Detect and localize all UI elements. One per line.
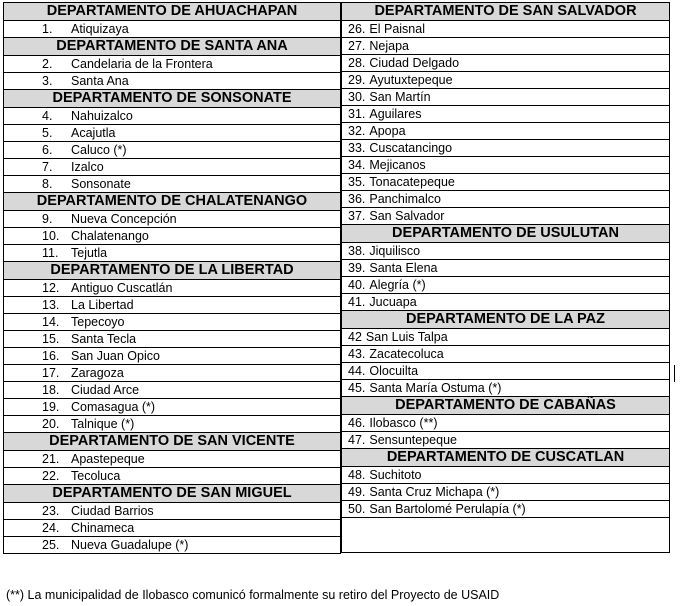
department-header: DEPARTAMENTO DE SANTA ANA — [3, 37, 341, 56]
municipality-number: 28. — [348, 56, 366, 70]
municipality-number: 37. — [348, 209, 366, 223]
municipality-number: 6. — [42, 143, 53, 157]
municipality-row — [3, 227, 341, 245]
municipality-name: Ilobasco (**) — [369, 416, 438, 430]
department-header: DEPARTAMENTO DE SONSONATE — [3, 89, 341, 108]
municipality-name: Jiquilisco — [369, 244, 421, 258]
municipality-row — [341, 345, 670, 363]
municipality-name: Mejicanos — [369, 158, 426, 172]
municipality-row — [341, 500, 670, 518]
municipality-number: 16. — [42, 349, 60, 363]
municipality-number: 29. — [348, 73, 366, 87]
municipality-name: Ciudad Barrios — [71, 504, 154, 518]
department-header: DEPARTAMENTO DE LA LIBERTAD — [3, 261, 341, 280]
municipality-number: 35. — [348, 175, 366, 189]
municipality-number: 40. — [348, 278, 366, 292]
municipality-name: Jucuapa — [369, 295, 417, 309]
municipality-number: 25. — [42, 538, 60, 552]
department-header: DEPARTAMENTO DE AHUACHAPAN — [3, 2, 341, 21]
municipality-number: 19. — [42, 400, 60, 414]
municipality-name: Tepecoyo — [71, 315, 125, 329]
municipality-name: Candelaria de la Frontera — [71, 57, 213, 71]
municipality-number: 1. — [42, 22, 53, 36]
municipality-number: 22. — [42, 469, 60, 483]
municipality-row — [341, 379, 670, 397]
municipality-name: Acajutla — [71, 126, 116, 140]
municipality-row — [341, 259, 670, 277]
municipality-row — [3, 330, 341, 348]
municipality-number: 50. — [348, 502, 366, 516]
municipality-name: Alegría (*) — [369, 278, 426, 292]
municipality-number: 21. — [42, 452, 60, 466]
department-header: DEPARTAMENTO DE SAN SALVADOR — [341, 2, 670, 21]
municipality-row — [341, 71, 670, 89]
municipality-number: 10. — [42, 229, 60, 243]
municipality-row — [341, 20, 670, 38]
municipality-name: Santa Elena — [369, 261, 438, 275]
municipality-name: San Martín — [369, 90, 431, 104]
municipality-row — [341, 88, 670, 106]
municipality-name: Talnique (*) — [71, 417, 135, 431]
municipality-row — [3, 347, 341, 365]
municipality-name: Santa Cruz Michapa (*) — [369, 485, 500, 499]
municipality-row — [3, 141, 341, 159]
municipality-number: 44. — [348, 364, 366, 378]
municipality-row — [341, 328, 670, 346]
municipality-name: Zacatecoluca — [369, 347, 444, 361]
municipality-number: 48. — [348, 468, 366, 482]
municipality-row — [3, 244, 341, 262]
empty-cell — [341, 517, 670, 553]
municipality-number: 32. — [348, 124, 366, 138]
municipality-row — [341, 156, 670, 174]
municipality-name: Nueva Guadalupe (*) — [71, 538, 189, 552]
municipality-number: 46. — [348, 416, 366, 430]
municipality-name: Chinameca — [71, 521, 135, 535]
department-header: DEPARTAMENTO DE SAN MIGUEL — [3, 484, 341, 503]
municipality-number: 4. — [42, 109, 53, 123]
municipality-number: 15. — [42, 332, 60, 346]
municipality-number: 42 — [348, 330, 362, 344]
municipality-number: 36. — [348, 192, 366, 206]
municipality-name: Apastepeque — [71, 452, 145, 466]
municipality-name: Cuscatancingo — [369, 141, 453, 155]
municipality-row — [3, 20, 341, 38]
municipality-number: 49. — [348, 485, 366, 499]
municipality-row — [341, 37, 670, 55]
municipality-row — [341, 105, 670, 123]
municipality-row — [341, 431, 670, 449]
municipality-row — [3, 313, 341, 331]
municipality-row — [341, 362, 670, 380]
municipality-name: Atiquizaya — [71, 22, 129, 36]
footnote: (**) La municipalidad de Ilobasco comunicó formalmente su retiro del Proyecto de USAID — [6, 588, 500, 602]
municipality-number: 41. — [348, 295, 366, 309]
municipality-number: 18. — [42, 383, 60, 397]
municipality-name: Zaragoza — [71, 366, 124, 380]
municipality-number: 13. — [42, 298, 60, 312]
municipality-row — [3, 279, 341, 297]
municipality-row — [3, 72, 341, 90]
municipality-number: 43. — [348, 347, 366, 361]
municipality-name: Ciudad Delgado — [369, 56, 460, 70]
municipality-row — [3, 450, 341, 468]
municipality-name: San Juan Opico — [71, 349, 160, 363]
municipality-name: Santa María Ostuma (*) — [369, 381, 502, 395]
municipality-row — [341, 483, 670, 501]
municipality-row — [341, 139, 670, 157]
municipality-row — [3, 296, 341, 314]
municipality-row — [3, 107, 341, 125]
municipality-number: 20. — [42, 417, 60, 431]
municipality-row — [341, 54, 670, 72]
municipality-row — [3, 175, 341, 193]
municipality-name: Santa Tecla — [71, 332, 137, 346]
department-header: DEPARTAMENTO DE SAN VICENTE — [3, 432, 341, 451]
municipality-number: 2. — [42, 57, 53, 71]
municipality-number: 47. — [348, 433, 366, 447]
municipality-number: 3. — [42, 74, 53, 88]
municipality-number: 5. — [42, 126, 53, 140]
department-header: DEPARTAMENTO DE CHALATENANGO — [3, 192, 341, 211]
municipality-number: 33. — [348, 141, 366, 155]
municipality-name: El Paisnal — [369, 22, 425, 36]
municipality-name: Olocuilta — [369, 364, 419, 378]
municipality-name: Chalatenango — [71, 229, 149, 243]
municipality-name: Panchimalco — [369, 192, 441, 206]
municipality-number: 23. — [42, 504, 60, 518]
municipality-row — [341, 207, 670, 225]
municipality-number: 27. — [348, 39, 366, 53]
municipality-number: 14. — [42, 315, 60, 329]
municipality-name: Comasagua (*) — [71, 400, 156, 414]
municipality-row — [3, 398, 341, 416]
municipality-row — [3, 467, 341, 485]
municipality-name: Tonacatepeque — [369, 175, 455, 189]
municipality-name: Sensuntepeque — [369, 433, 457, 447]
municipality-row — [341, 242, 670, 260]
municipality-row — [3, 364, 341, 382]
municipality-number: 34. — [348, 158, 366, 172]
municipality-row — [341, 466, 670, 484]
municipality-row — [3, 536, 341, 554]
municipality-row — [3, 502, 341, 520]
municipality-number: 7. — [42, 160, 53, 174]
municipality-row — [341, 276, 670, 294]
municipality-name: San Luis Talpa — [365, 330, 448, 344]
municipality-name: Caluco (*) — [71, 143, 127, 157]
municipality-number: 45. — [348, 381, 366, 395]
municipality-number: 26. — [348, 22, 366, 36]
municipality-row — [3, 124, 341, 142]
municipality-name: Aguilares — [369, 107, 422, 121]
municipality-number: 39. — [348, 261, 366, 275]
left-column — [3, 3, 341, 554]
municipality-name: Ciudad Arce — [71, 383, 140, 397]
municipality-row — [341, 190, 670, 208]
municipality-name: Nueva Concepción — [71, 212, 177, 226]
municipality-name: La Libertad — [71, 298, 134, 312]
municipality-row — [3, 55, 341, 73]
municipality-name: San Salvador — [369, 209, 445, 223]
municipality-number: 12. — [42, 281, 60, 295]
municipality-number: 17. — [42, 366, 60, 380]
municipality-row — [3, 210, 341, 228]
municipality-row — [3, 381, 341, 399]
municipality-row — [341, 122, 670, 140]
right-column — [341, 3, 670, 553]
municipality-name: Tejutla — [71, 246, 108, 260]
municipality-number: 30. — [348, 90, 366, 104]
municipality-name: Nahuizalco — [71, 109, 133, 123]
municipality-row — [3, 415, 341, 433]
municipality-name: Apopa — [369, 124, 406, 138]
municipality-number: 11. — [42, 246, 59, 260]
department-header: DEPARTAMENTO DE LA PAZ — [341, 310, 670, 329]
text-cursor — [674, 365, 675, 382]
municipality-number: 8. — [42, 177, 53, 191]
municipality-name: Tecoluca — [71, 469, 121, 483]
municipality-row — [341, 414, 670, 432]
municipality-number: 31. — [348, 107, 366, 121]
municipality-row — [341, 293, 670, 311]
municipality-name: Ayutuxtepeque — [369, 73, 453, 87]
municipality-number: 9. — [42, 212, 53, 226]
municipality-name: Santa Ana — [71, 74, 129, 88]
municipality-number: 24. — [42, 521, 60, 535]
department-header: DEPARTAMENTO DE CUSCATLAN — [341, 448, 670, 467]
municipality-name: Antiguo Cuscatlán — [71, 281, 173, 295]
municipality-name: Nejapa — [369, 39, 410, 53]
municipality-name: Sonsonate — [71, 177, 131, 191]
municipality-name: Suchitoto — [369, 468, 422, 482]
municipality-row — [341, 173, 670, 191]
municipality-number: 38. — [348, 244, 366, 258]
municipality-name: San Bartolomé Perulapía (*) — [369, 502, 526, 516]
department-header: DEPARTAMENTO DE USULUTAN — [341, 224, 670, 243]
municipality-row — [3, 519, 341, 537]
municipality-name: Izalco — [71, 160, 104, 174]
department-header: DEPARTAMENTO DE CABAÑAS — [341, 396, 670, 415]
municipality-row — [3, 158, 341, 176]
